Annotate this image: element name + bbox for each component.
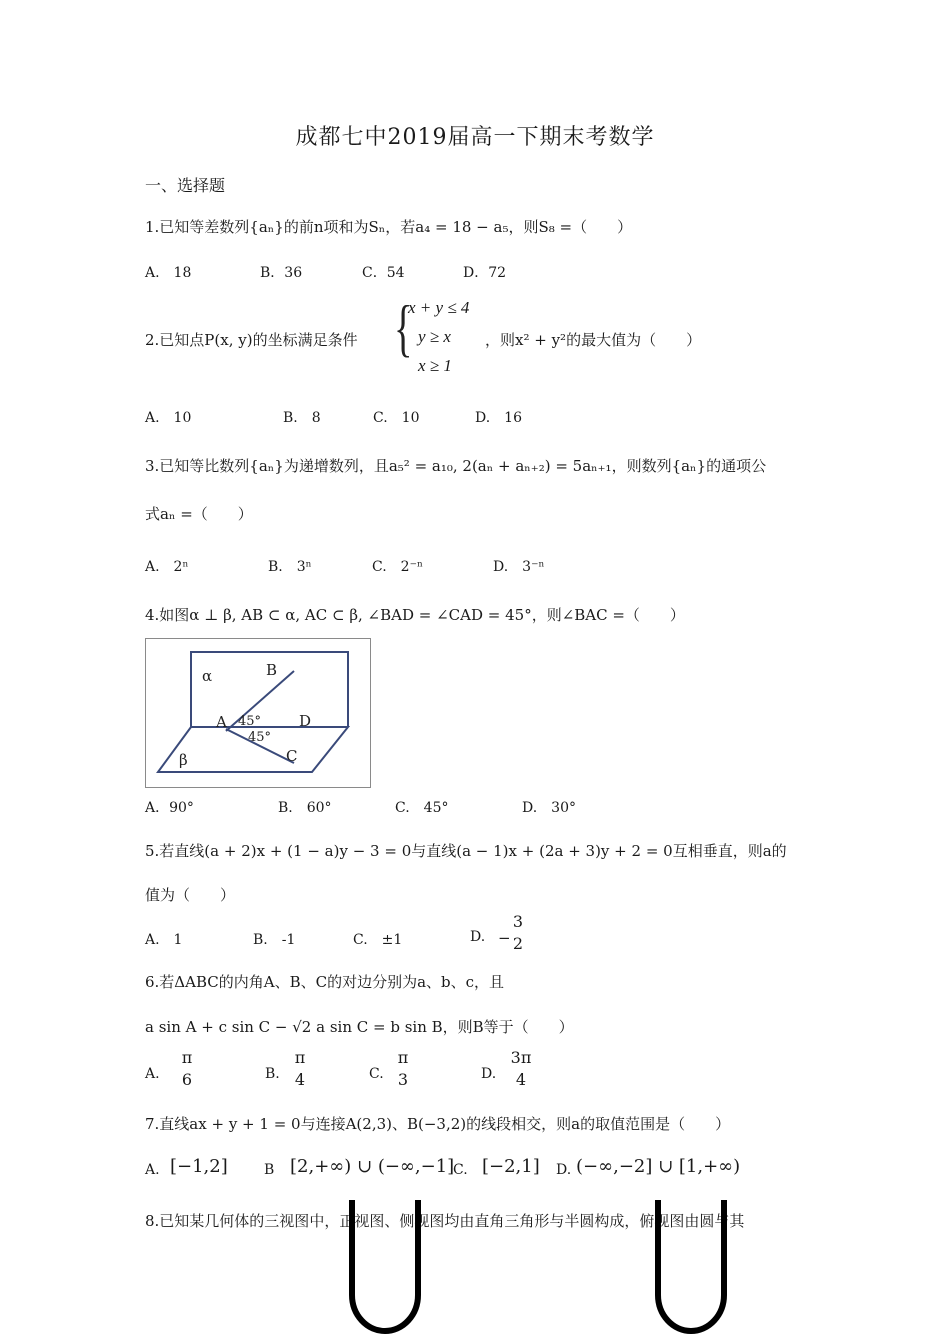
question-8-text: 8.已知某几何体的三视图中，正视图、侧视图均由直角三角形与半圆构成，俯视图由圆与其	[145, 1212, 745, 1230]
perpendicular-planes-diagram	[146, 639, 370, 787]
label-d: D	[299, 712, 312, 730]
label-b: B	[266, 661, 278, 679]
system-brace-icon: {	[394, 292, 413, 363]
label-angle-bad: 45°	[238, 714, 262, 729]
question-7-option-d-value: (−∞,−2] ∪ [1,+∞)	[576, 1156, 741, 1177]
front-view-u-shape	[330, 1200, 440, 1344]
question-7-option-a-label: A.	[145, 1162, 160, 1178]
question-6-option-d-fraction: 3π 4	[510, 1048, 532, 1089]
question-4-text: 4.如图α ⊥ β, AB ⊂ α, AC ⊂ β, ∠BAD = ∠CAD = 45°，则∠BAC =（ ）	[145, 606, 685, 624]
question-6-option-d-label: D.	[481, 1066, 497, 1082]
question-6-option-c-label: C.	[369, 1066, 384, 1082]
question-4-option-a: A．90°	[145, 800, 194, 816]
label-angle-cad: 45°	[248, 730, 272, 745]
question-1-option-c: C．54	[362, 265, 405, 281]
question-6-line-2: a sin A + c sin C − √2 a sin C = b sin B，则B等于（ ）	[145, 1018, 574, 1036]
question-6-option-a-fraction: π 6	[181, 1048, 193, 1089]
question-5-line-1: 5.若直线(a + 2)x + (1 − a)y − 3 = 0与直线(a − 1)x + (2a + 3)y + 2 = 0互相垂直，则a的	[145, 842, 787, 860]
question-2-condition-1: x + y ≤ 4	[408, 298, 470, 317]
label-alpha: α	[202, 667, 213, 685]
question-4-option-c: C. 45°	[395, 800, 449, 816]
question-3-option-d: D. 3⁻ⁿ	[493, 559, 545, 575]
question-6-line-1: 6.若ΔABC的内角A、B、C的对边分别为a、b、c，且	[145, 973, 505, 991]
question-2-option-c: C. 10	[373, 410, 420, 426]
question-4-option-b: B. 60°	[278, 800, 332, 816]
question-5-option-d-sign: −	[498, 929, 511, 947]
question-3-option-c: C. 2⁻ⁿ	[372, 559, 424, 575]
question-6-option-a-label: A.	[145, 1066, 160, 1082]
question-5-option-d-label: D.	[470, 929, 486, 945]
question-3-option-b: B. 3ⁿ	[268, 559, 312, 575]
question-7-option-d-label: D.	[556, 1162, 572, 1178]
question-7-option-c-value: [−2,1]	[482, 1156, 540, 1177]
question-2-option-d: D. 16	[475, 410, 522, 426]
question-6-option-b-label: B.	[265, 1066, 280, 1082]
question-5-line-2: 值为（ ）	[145, 886, 236, 904]
question-5-option-c: C. ±1	[353, 932, 403, 948]
question-2-option-a: A. 10	[145, 410, 192, 426]
question-3-line-2: 式aₙ =（ ）	[145, 505, 253, 523]
question-6-option-b-fraction: π 4	[294, 1048, 306, 1089]
question-5-option-d-fraction: 3 2	[512, 912, 524, 953]
question-7-option-a-value: [−1,2]	[170, 1156, 228, 1177]
question-7-text: 7.直线ax + y + 1 = 0与连接A(2,3)、B(−3,2)的线段相交，则a的取值范围是（ ）	[145, 1115, 731, 1133]
question-2-condition-3: x ≥ 1	[418, 356, 452, 375]
question-2-condition-2: y ≥ x	[418, 327, 451, 346]
label-beta: β	[179, 751, 188, 769]
question-2-suffix: ，则x² + y²的最大值为（ ）	[485, 331, 702, 349]
question-3-line-1: 3.已知等比数列{aₙ}为递增数列，且a₅² = a₁₀, 2(aₙ + aₙ₊₂) = 5aₙ₊₁，则数列{aₙ}的通项公	[145, 457, 767, 475]
question-3-option-a: A. 2ⁿ	[145, 559, 189, 575]
question-4-figure	[145, 638, 371, 788]
question-1-option-d: D．72	[463, 265, 507, 281]
question-1-text: 1.已知等差数列{aₙ}的前n项和为Sₙ，若a₄ = 18 − a₅，则S₈ =（ ）	[145, 218, 633, 236]
question-5-option-a: A. 1	[145, 932, 183, 948]
page-title: 成都七中2019届高一下期末考数学	[295, 125, 655, 150]
label-c: C	[286, 747, 298, 765]
question-7-option-c-label: C.	[453, 1162, 468, 1178]
question-7-option-b-value: [2,+∞) ∪ (−∞,−1]	[290, 1156, 455, 1177]
question-1-option-a: A. 18	[145, 265, 192, 281]
question-2-prefix: 2.已知点P(x, y)的坐标满足条件	[145, 331, 358, 349]
side-view-u-shape	[636, 1200, 746, 1344]
section-heading: 一、选择题	[145, 176, 226, 195]
question-6-option-c-fraction: π 3	[397, 1048, 409, 1089]
question-5-option-b: B. -1	[253, 932, 296, 948]
label-a: A	[216, 713, 227, 731]
question-2-option-b: B. 8	[283, 410, 321, 426]
question-1-option-b: B．36	[260, 265, 303, 281]
question-4-option-d: D. 30°	[522, 800, 576, 816]
question-7-option-b-label: B	[264, 1162, 275, 1178]
